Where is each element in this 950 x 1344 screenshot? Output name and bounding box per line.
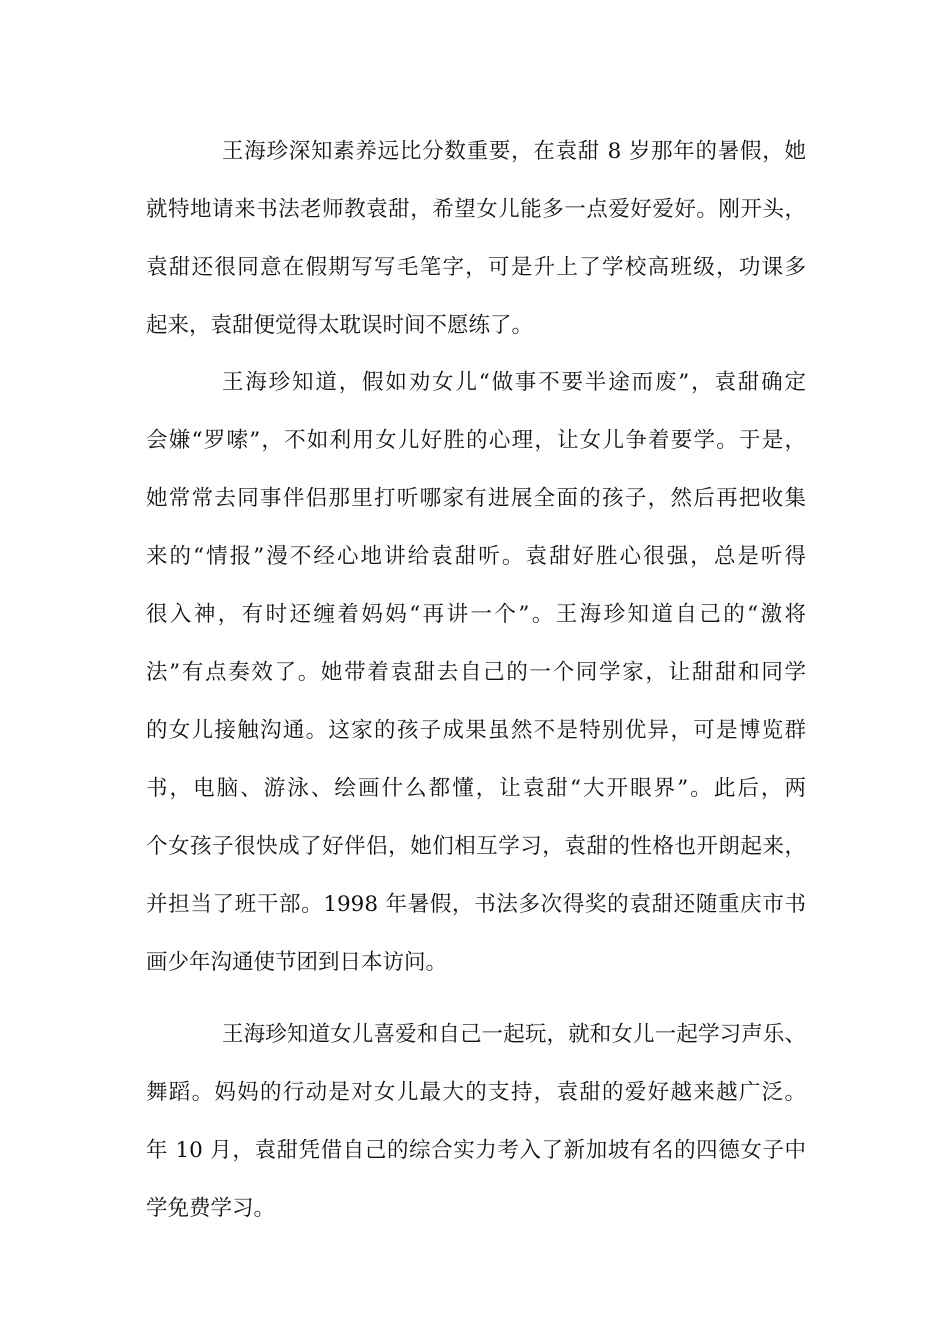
paragraph-line: 王海珍深知素养远比分数重要，在袁甜 8 岁那年的暑假，她 — [222, 139, 806, 164]
paragraph-line: 舞蹈。妈妈的行动是对女儿最大的支持，袁甜的爱好越来越广泛。 — [146, 1080, 806, 1105]
paragraph-line: 书，电脑、游泳、绘画什么都懂，让袁甜“大开眼界”。此后，两 — [146, 776, 806, 801]
paragraph-line: 王海珍知道女儿喜爱和自己一起玩，就和女儿一起学习声乐、 — [222, 1022, 806, 1047]
paragraph-line: 就特地请来书法老师教袁甜，希望女儿能多一点爱好爱好。刚开头， — [146, 197, 806, 222]
paragraph-line: 她常常去同事伴侣那里打听哪家有进展全面的孩子，然后再把收集 — [146, 486, 806, 511]
paragraph-line: 会嫌“罗嗦”，不如利用女儿好胜的心理，让女儿争着要学。于是， — [146, 428, 806, 453]
paragraph-line: 个女孩子很快成了好伴侣，她们相互学习，袁甜的性格也开朗起来， — [146, 834, 806, 859]
paragraph-line: 的女儿接触沟通。这家的孩子成果虽然不是特别优异，可是博览群 — [146, 718, 806, 743]
paragraph-line: 学免费学习。 — [146, 1196, 276, 1221]
paragraph-line: 王海珍知道，假如劝女儿“做事不要半途而废”，袁甜确定 — [222, 370, 806, 395]
paragraph-3 — [146, 1006, 806, 1238]
paragraph-line: 起来，袁甜便觉得太耽误时间不愿练了。 — [146, 313, 534, 338]
paragraph-2 — [146, 354, 806, 992]
paragraph-line: 很入神，有时还缠着妈妈“再讲一个”。王海珍知道自己的“激将 — [146, 602, 806, 627]
paragraph-line: 画少年沟通使节团到日本访问。 — [146, 950, 448, 975]
paragraph-line: 来的“情报”漫不经心地讲给袁甜听。袁甜好胜心很强，总是听得 — [146, 544, 806, 569]
paragraph-line: 法”有点奏效了。她带着袁甜去自己的一个同学家，让甜甜和同学 — [146, 660, 806, 685]
paragraph-1 — [146, 123, 806, 355]
paragraph-line: 年 10 月，袁甜凭借自己的综合实力考入了新加坡有名的四德女子中 — [146, 1138, 806, 1163]
paragraph-line: 袁甜还很同意在假期写写毛笔字，可是升上了学校高班级，功课多 — [146, 255, 806, 280]
paragraph-line: 并担当了班干部。1998 年暑假，书法多次得奖的袁甜还随重庆市书 — [146, 892, 806, 917]
